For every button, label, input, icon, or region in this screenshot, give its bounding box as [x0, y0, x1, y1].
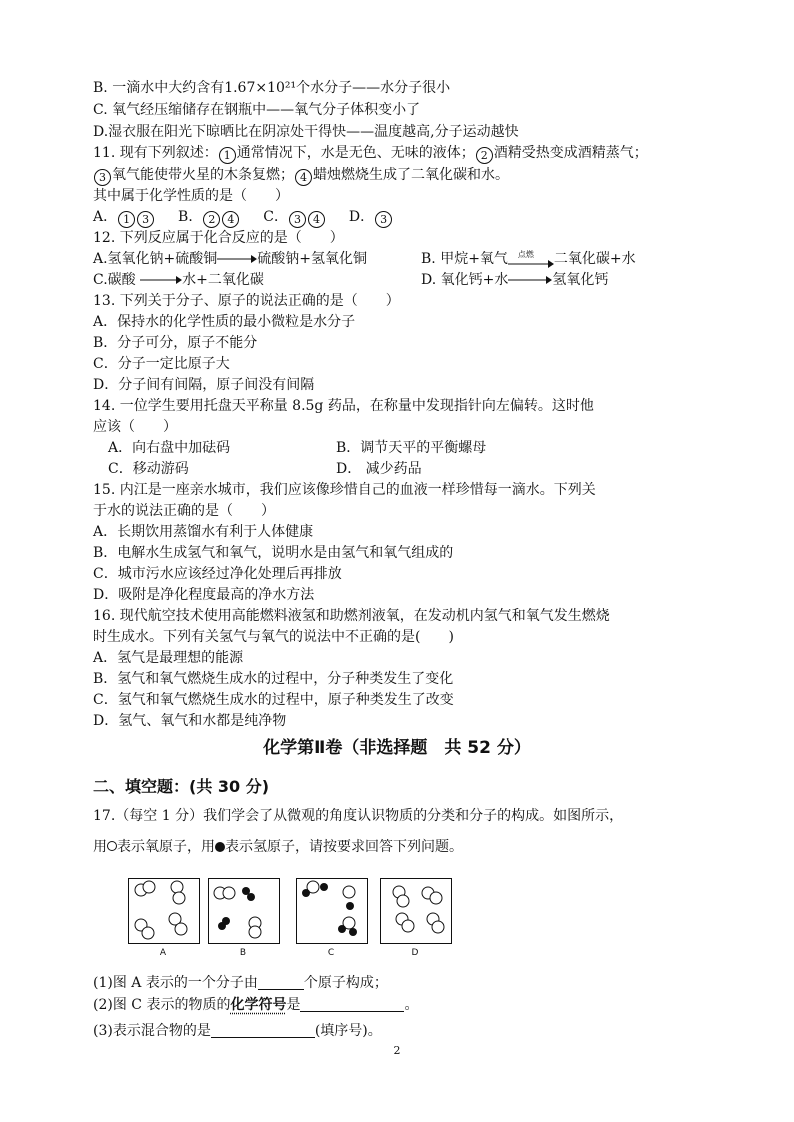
q17-sub3: (3)表示混合物的是 (填序号)。 [93, 1023, 382, 1039]
diagram-box-b [208, 878, 280, 944]
q11-stem-line3: 其中属于化学性质的是（ ） [93, 188, 289, 204]
answer-blank[interactable] [211, 1022, 315, 1038]
q11-options: A． 1 3 B． 2 4 C． 3 4 D． 3 [93, 207, 393, 228]
q15-option-b: B．电解水生成氢气和氧气，说明水是由氢气和氧气组成的 [93, 545, 454, 561]
reaction-arrow-icon [217, 254, 257, 264]
q15-stem-line1: 15. 内江是一座亲水城市，我们应该像珍惜自己的血液一样珍惜每一滴水。下列关 [93, 482, 596, 498]
q13-option-b: B．分子可分，原子不能分 [93, 335, 258, 351]
diagram-label-a: A [159, 948, 167, 958]
q11-stem-line2: 3 氧气能使带火星的木条复燃； 4 蜡烛燃烧生成了二氧化碳和水。 [93, 165, 509, 186]
section-title: 化学第Ⅱ卷（非选择题 共 52 分） [263, 738, 531, 758]
q14-stem-line2: 应该（ ） [93, 419, 177, 435]
q16-stem-line1: 16. 现代航空技术使用高能燃料液氢和助燃剂液氧，在发动机内氢气和氧气发生燃烧 [93, 608, 610, 624]
circled-number: 2 [476, 147, 493, 164]
q13-option-c: C．分子一定比原子大 [93, 356, 230, 372]
q10-option-d: D.湿衣服在阳光下晾晒比在阴凉处干得快——温度越高,分子运动越快 [93, 124, 519, 140]
q17-sub2: (2)图 C 表示的物质的化学符号是 。 [93, 997, 419, 1013]
q13-option-a: A．保持水的化学性质的最小微粒是水分子 [93, 314, 356, 330]
q15-stem-line2: 于水的说法正确的是（ ） [93, 503, 275, 519]
q15-option-a: A．长期饮用蒸馏水有利于人体健康 [93, 524, 314, 540]
q12-option-b: B. 甲烷+氧气 点燃 二氧化碳+水 [421, 250, 636, 267]
q16-option-c: C．氢气和氧气燃烧生成水的过程中，原子种类发生了改变 [93, 692, 454, 708]
hydrogen-atom-icon [215, 842, 225, 852]
q13-stem: 13. 下列关于分子、原子的说法正确的是（ ） [93, 293, 400, 309]
circled-number: 3 [94, 169, 111, 186]
circled-number: 4 [295, 169, 312, 186]
q16-option-a: A．氢气是最理想的能源 [93, 650, 244, 666]
q13-option-d: D．分子间有间隔，原子间没有间隔 [93, 377, 315, 393]
diagram-label-c: C [327, 948, 335, 958]
oxygen-atom-icon [107, 841, 117, 851]
diagram-label-d: D [411, 948, 419, 958]
q12-option-a: A.氢氧化钠+硫酸铜 硫酸钠+氢氧化铜 [93, 251, 368, 267]
q10-option-b: B. 一滴水中大约含有1.67×10²¹个水分子——水分子很小 [93, 80, 451, 96]
q12-option-d: D. 氧化钙+水 氢氧化钙 [421, 272, 609, 288]
q16-option-b: B．氢气和氧气燃烧生成水的过程中，分子种类发生了变化 [93, 671, 454, 687]
q16-option-d: D．氢气、氧气和水都是纯净物 [93, 713, 287, 729]
diagram-label-b: B [239, 948, 247, 958]
q15-option-d: D．吸附是净化程度最高的净水方法 [93, 587, 315, 603]
q14-option-a: A．向右盘中加砝码 [108, 440, 231, 456]
diagram-box-c [296, 878, 368, 944]
q11-stem-line1: 11. 现有下列叙述： 1 通常情况下，水是无色、无味的液体； 2 酒精受热变成酒精蒸气； [93, 145, 648, 162]
part-title: 二、填空题：(共 30 分) [93, 777, 270, 796]
circled-number: 1 [219, 147, 236, 164]
q10-option-c: C. 氧气经压缩储存在钢瓶中——氧气分子体积变小了 [93, 102, 421, 118]
diagram-box-a [128, 878, 200, 944]
q14-option-d: D． 减少药品 [336, 461, 422, 477]
q17-sub1: (1)图 A 表示的一个分子由 个原子构成； [93, 975, 388, 991]
page-number: 2 [393, 1044, 401, 1057]
answer-blank[interactable] [300, 996, 404, 1012]
q14-stem-line1: 14. 一位学生要用托盘天平称量 8.5g 药品，在称量中发现指针向左偏转。这时他 [93, 398, 594, 414]
q17-stem-line2: 用 表示氧原子，用 表示氢原子，请按要求回答下列问题。 [93, 839, 463, 855]
reaction-arrow-icon [508, 275, 552, 285]
answer-blank[interactable] [258, 974, 304, 990]
q12-option-c: C.碳酸 水+二氧化碳 [93, 272, 264, 288]
q12-stem: 12. 下列反应属于化合反应的是（ ） [93, 230, 344, 246]
molecule-diagram-d [381, 879, 451, 943]
q14-option-c: C．移动游码 [108, 461, 189, 477]
diagram-box-d [380, 878, 452, 944]
molecule-diagram-b [209, 879, 279, 943]
reaction-arrow-icon [140, 275, 182, 285]
molecule-diagram-a [129, 879, 199, 943]
q16-stem-line2: 时生成水。下列有关氢气与氧气的说法中不正确的是( ) [93, 629, 454, 645]
molecule-diagram-c [297, 879, 367, 943]
q17-stem-line1: 17.（每空 1 分）我们学会了从微观的角度认识物质的分类和分子的构成。如图所示， [93, 808, 624, 824]
q15-option-c: C．城市污水应该经过净化处理后再排放 [93, 566, 342, 582]
q14-option-b: B．调节天平的平衡螺母 [336, 440, 487, 456]
